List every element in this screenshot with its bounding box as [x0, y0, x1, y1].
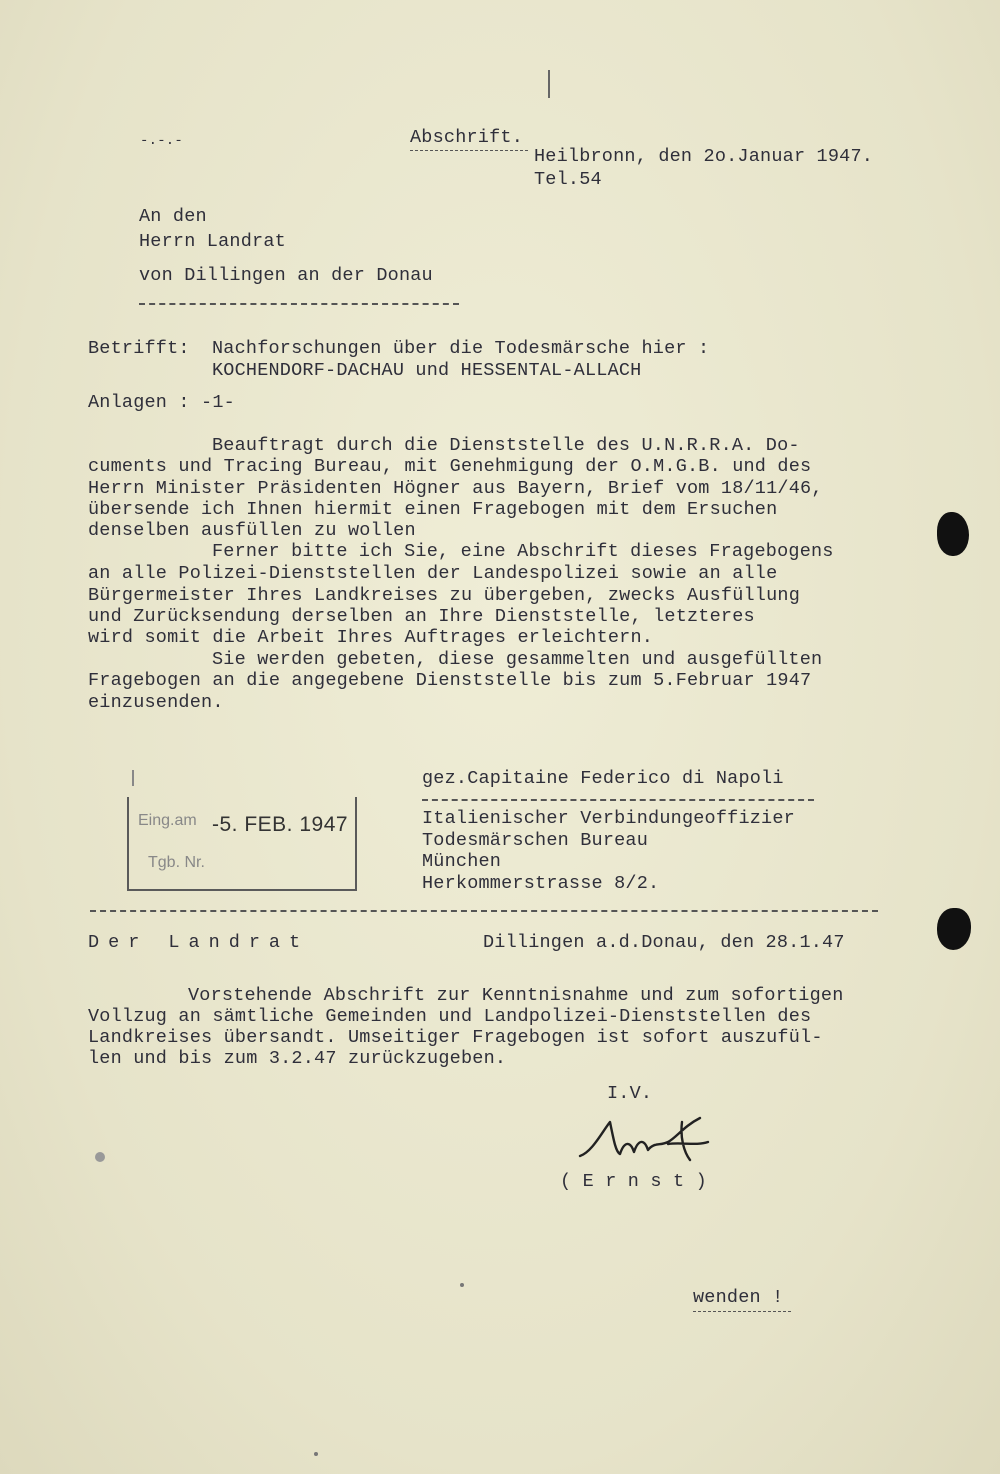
- signature-line-2: Todesmärschen Bureau: [422, 830, 649, 851]
- ink-blot-icon: [937, 908, 971, 950]
- signer-name: ( E r n s t ): [560, 1171, 707, 1192]
- body-line: übersende ich Ihnen hiermit einen Fragebogen mit dem Ersuchen: [88, 499, 778, 520]
- signature-line-1: Italienischer Verbindungeoffizier: [422, 808, 795, 829]
- recipient-line-3: von Dillingen an der Donau: [139, 265, 433, 286]
- body-line: Bürgermeister Ihres Landkreises zu übergeben, zwecks Ausfüllung: [88, 585, 801, 606]
- telephone: Tel.54: [534, 169, 602, 190]
- body-line: denselben ausfüllen zu wollen: [88, 520, 416, 541]
- body-line: Herrn Minister Präsidenten Högner aus Bayern, Brief vom 18/11/46,: [88, 478, 823, 499]
- paper-speck: [95, 1152, 105, 1162]
- body-line: einzusenden.: [88, 692, 224, 713]
- stamp-date: -5. FEB. 1947: [212, 813, 349, 836]
- second-text-line: Landkreises übersandt. Umseitiger Fragebogen ist sofort auszufül-: [88, 1027, 823, 1048]
- recipient-underline: [139, 303, 459, 305]
- signature-line-4: Herkommerstrasse 8/2.: [422, 873, 660, 894]
- second-text-line: Vollzug an sämtliche Gemeinden und Landpolizei-Dienststellen des: [88, 1006, 812, 1027]
- place-date: Heilbronn, den 2o.Januar 1947.: [534, 146, 874, 167]
- turn-page-note: wenden !: [693, 1287, 784, 1308]
- subject-label: Betrifft:: [88, 338, 190, 359]
- recipient-line-2: Herrn Landrat: [139, 231, 286, 252]
- body-line: und Zurücksendung derselben an Ihre Dienststelle, letzteres: [88, 606, 755, 627]
- stamp-label: Eing.am: [138, 812, 197, 829]
- turn-underline: [693, 1311, 791, 1312]
- stamp-top-mark: [132, 770, 134, 786]
- paper-speck: [460, 1283, 464, 1287]
- margin-bracket: [548, 70, 550, 98]
- second-text-line: Vorstehende Abschrift zur Kenntnisnahme und zum sofortigen: [188, 985, 844, 1006]
- body-line: Sie werden gebeten, diese gesammelten und ausgefüllten: [212, 649, 823, 670]
- handwritten-signature-icon: [572, 1112, 712, 1172]
- ink-blot-icon: [937, 512, 969, 556]
- signature-line-3: München: [422, 851, 502, 872]
- typed-marks: -.-.-: [140, 133, 184, 149]
- paper-speck: [314, 1452, 318, 1456]
- body-line: an alle Polizei-Dienststellen der Landespolizei sowie an alle: [88, 563, 778, 584]
- recipient-line-1: An den: [139, 206, 207, 227]
- body-line: cuments und Tracing Bureau, mit Genehmigung der O.M.G.B. und des: [88, 456, 812, 477]
- stamp-tgb: Tgb. Nr.: [148, 854, 205, 871]
- signed-by: gez.Capitaine Federico di Napoli: [422, 768, 784, 789]
- body-line: Fragebogen an die angegebene Dienststelle bis zum 5.Februar 1947: [88, 670, 812, 691]
- subject-line-2: KOCHENDORF-DACHAU und HESSENTAL-ALLACH: [212, 360, 642, 381]
- document-title: Abschrift.: [410, 127, 524, 148]
- body-line: wird somit die Arbeit Ihres Auftrages erleichtern.: [88, 627, 654, 648]
- section-separator: [90, 910, 878, 912]
- iv-label: I.V.: [607, 1083, 653, 1104]
- attachments: Anlagen : -1-: [88, 392, 235, 413]
- title-underline: [410, 150, 528, 151]
- second-text-line: len und bis zum 3.2.47 zurückzugeben.: [88, 1048, 507, 1069]
- second-place-date: Dillingen a.d.Donau, den 28.1.47: [483, 932, 845, 953]
- body-line: Beauftragt durch die Dienststelle des U.N.R.R.A. Do-: [212, 435, 800, 456]
- body-line: Ferner bitte ich Sie, eine Abschrift dieses Fragebogens: [212, 541, 834, 562]
- signature-underline: [422, 799, 814, 801]
- sender-landrat: Der Landrat: [88, 932, 310, 953]
- subject-line-1: Nachforschungen über die Todesmärsche hier :: [212, 338, 710, 359]
